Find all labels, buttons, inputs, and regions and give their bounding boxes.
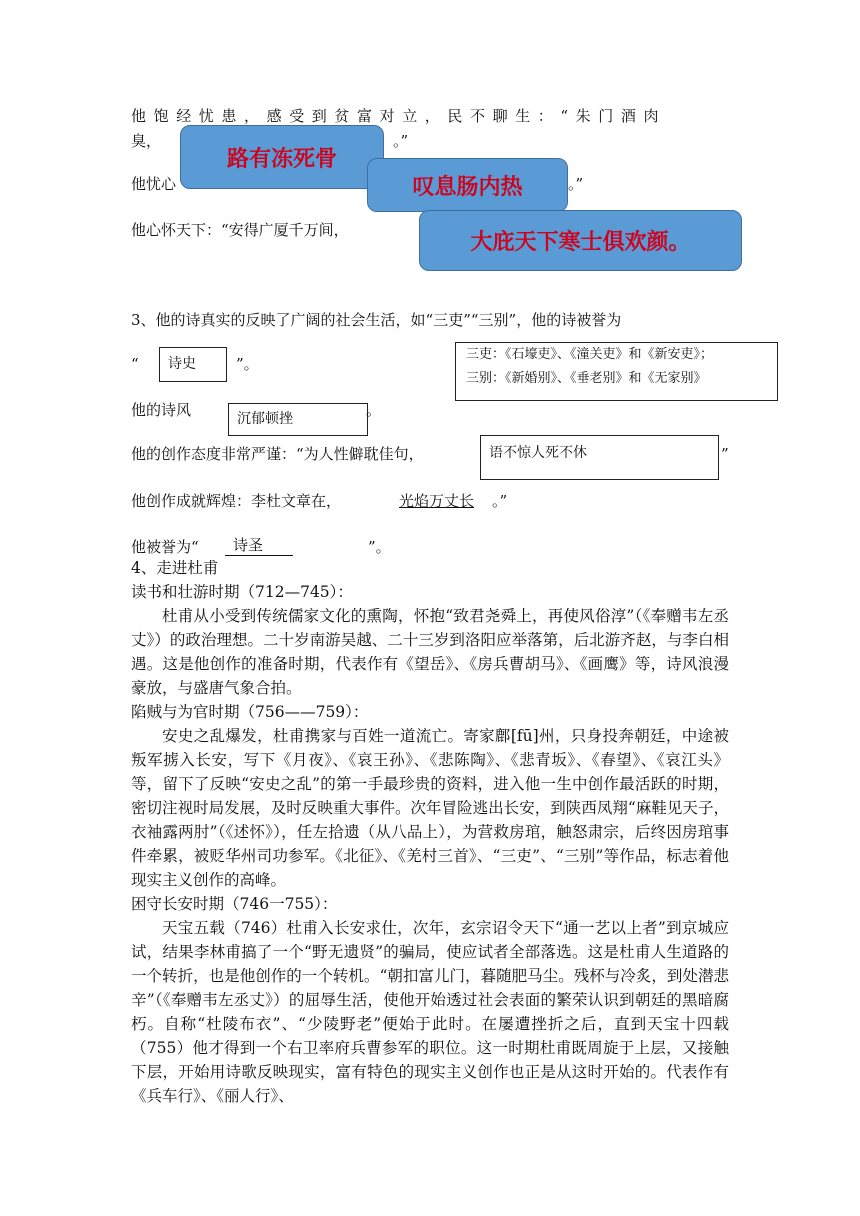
achieve-text: 他创作成就辉煌：李杜文章在， xyxy=(131,492,342,510)
attitude-answer-box: 语不惊人死不休 xyxy=(480,435,719,480)
line2-start: 他忧心 xyxy=(131,175,177,193)
achieve-answer: 光焰万丈长 xyxy=(399,492,475,510)
section-4 xyxy=(131,556,729,1108)
line3-start: 他心怀天下：“安得广厦千万间， xyxy=(131,221,349,239)
callout-answer-1: 路有冻死骨 xyxy=(180,125,384,189)
attitude-text: 他的创作态度非常严谨：“为人性僻耽佳句， xyxy=(131,445,424,463)
title-end: ”。 xyxy=(368,538,391,556)
line1b-end: 。” xyxy=(393,132,409,150)
style-tail: 。 xyxy=(366,401,382,419)
achieve-end: 。” xyxy=(492,492,508,510)
note-line-2: 三别：《新婚别》、《垂老别》和《无家别》 xyxy=(466,371,707,386)
style-answer-box: 沉郁顿挫 xyxy=(228,403,368,436)
line2-end: 。” xyxy=(568,175,584,193)
line1-text: 他饱经忧患，感受到贫富对立，民不聊生：“朱门酒肉 xyxy=(131,107,667,125)
period-3-heading: 困守长安时期（746一755）： xyxy=(131,895,338,913)
item3-open-quote: “ xyxy=(131,355,139,373)
period-1-heading: 读书和壮游时期（712—745）： xyxy=(131,583,353,601)
period-2-heading: 陷贼与为官时期（756——759）： xyxy=(131,703,369,721)
shishi-answer-box: 诗史 xyxy=(159,347,227,382)
period-2-body: 安史之乱爆发，杜甫携家与百姓一道流亡。寄家鄜[fū]州，只身投奔朝廷，中途被叛军掳入长安，写下《月夜》、《哀王孙》、《悲陈陶》、《悲青坂》、《春望》、《哀江头》等，留下了反映“安史之乱”的第一手最珍贵的资料，进入他一生中创作最活跃的时期，密切注视时局发展，及时反映重大事件。次年冒险逃出长安，到陕西凤翔“麻鞋见天子，衣袖露两肘”（《述怀》），任左拾遗（从八品上），为营救房琯，触怒肃宗，后终因房琯事件牵累，被贬华州司功参军。《北征》、《羌村三首》、“三吏”、“三别”等作品，标志着他现实主义创作的高峰。 xyxy=(131,727,729,889)
callout-answer-3: 大庇天下寒士俱欢颜。 xyxy=(419,210,742,271)
attitude-end: ” xyxy=(721,445,729,463)
line1b-start: 臭， xyxy=(131,132,162,150)
period-3-body: 天宝五载（746）杜甫入长安求仕，次年，玄宗诏令天下“通一艺以上者”到京城应试，结果李林甫搞了一个“野无遗贤”的骗局，使应试者全部落选。这是杜甫人生道路的一个转折，也是他创作的一个转机。“朝扣富儿门，暮随肥马尘。残杯与冷炙，到处潜悲辛”（《奉赠韦左丞丈》）的屈辱生活，使他开始透过社会表面的繁荣认识到朝廷的黑暗腐朽。自称“杜陵布衣”、“少陵野老”便始于此时。在屡遭挫折之后，直到天宝十四载（755）他才得到一个右卫率府兵曹参军的职位。这一时期杜甫既周旋于上层，又接触下层，开始用诗歌反映现实，富有特色的现实主义创作也正是从这时开始的。代表作有《兵车行》、《丽人行》、 xyxy=(131,919,729,1105)
callout-answer-2: 叹息肠内热 xyxy=(367,158,568,212)
item3-line1: 3、他的诗真实的反映了广阔的社会生活，如“三吏”“三别”，他的诗被誉为 xyxy=(131,311,622,329)
title-answer: 诗圣 xyxy=(225,535,293,556)
style-label: 他的诗风 xyxy=(131,401,192,419)
title-text: 他被誉为“ xyxy=(131,538,199,556)
item3-close: ”。 xyxy=(236,355,259,373)
sanli-sanbie-note xyxy=(455,342,778,401)
note-line-1: 三吏：《石壕吏》、《潼关吏》和《新安吏》； xyxy=(466,347,714,362)
section-4-title: 4、走进杜甫 xyxy=(131,559,219,577)
period-1-body: 杜甫从小受到传统儒家文化的熏陶，怀抱“致君尧舜上，再使风俗淳”（《奉赠韦左丞丈》）的政治理想。二十岁南游吴越、二十三岁到洛阳应举落第，后北游齐赵，与李白相遇。这是他创作的准备时期，代表作有《望岳》、《房兵曹胡马》、《画鹰》等，诗风浪漫豪放，与盛唐气象合拍。 xyxy=(131,607,729,697)
